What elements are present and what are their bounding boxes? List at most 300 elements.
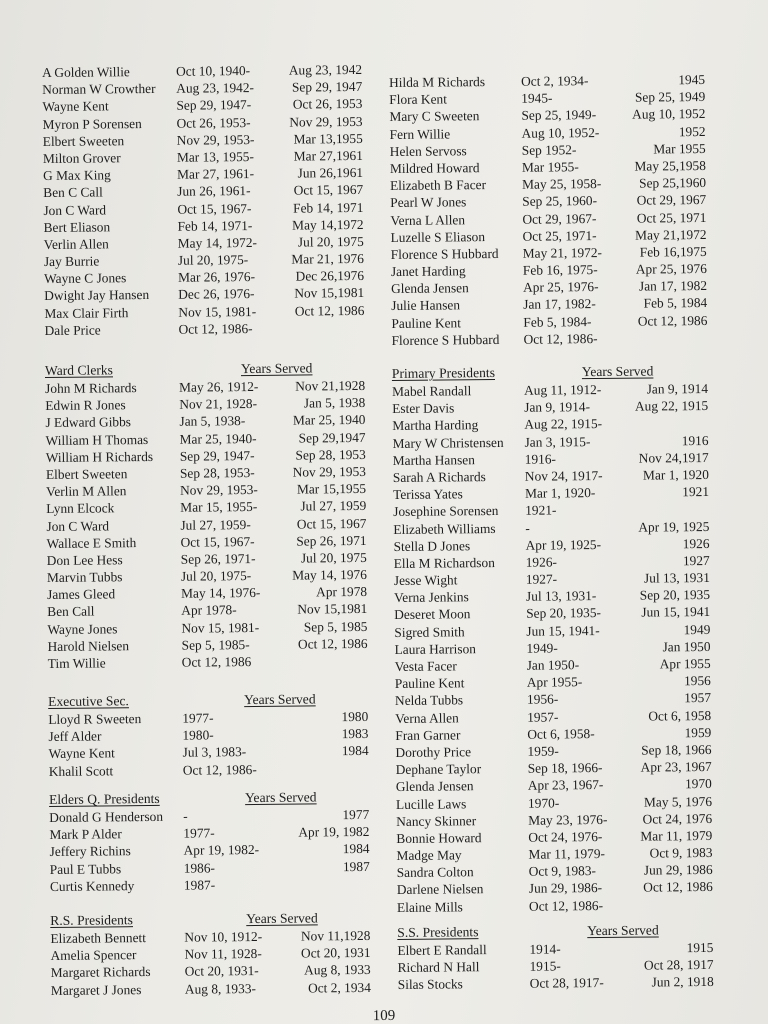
person-name: Mark P Alder [49, 826, 122, 843]
end-date [254, 319, 364, 320]
roster-row [49, 759, 389, 779]
start-date: Jun 29, 1986- [528, 880, 603, 897]
start-date: - [183, 808, 188, 824]
start-date: Apr 25, 1976- [522, 279, 599, 295]
years-served-header: Years Served [244, 691, 316, 708]
start-date: 1926- [525, 554, 558, 570]
roster-row [397, 895, 737, 915]
end-date [599, 500, 709, 501]
person-name: Wayne C Jones [43, 270, 127, 287]
end-date: Oct 25, 1971 [636, 209, 707, 226]
person-name: Wayne Kent [48, 745, 115, 762]
end-date: Sep 25, 1949 [634, 89, 706, 105]
end-date: May 14, 1976 [292, 566, 367, 583]
end-date: 1987 [342, 858, 370, 874]
person-name: Amelia Spencer [50, 947, 137, 964]
start-date: Aug 23, 1942- [176, 80, 255, 96]
person-name: Ella M Richardson [393, 554, 495, 571]
end-date: Jan 1950 [662, 638, 711, 655]
start-date: Sep 29, 1947- [176, 97, 252, 114]
person-name: Ben C Call [43, 184, 103, 201]
start-date: Jan 17, 1982- [523, 296, 596, 313]
person-name: G Max King [42, 167, 111, 184]
start-date: 1945- [521, 90, 553, 106]
end-date: Oct 15, 1967 [296, 515, 367, 532]
start-date: May 21, 1972- [522, 244, 603, 261]
person-name: Julie Hansen [391, 297, 461, 314]
end-date: Sep 20, 1935 [639, 587, 711, 603]
end-date: Oct 15, 1967 [293, 182, 364, 198]
start-date: May 26, 1912- [179, 378, 259, 395]
person-name: Terissa Yates [392, 486, 463, 503]
section-elders-q-presidents [49, 788, 390, 895]
roster-row [44, 319, 384, 339]
person-name: Fern Willie [389, 125, 451, 142]
person-name: Norman W Crowther [42, 81, 156, 98]
right-column [389, 71, 729, 993]
start-date: Oct 24, 1976- [528, 828, 603, 845]
person-name: Tim Willie [47, 655, 106, 671]
end-date: Oct 12, 1986 [643, 879, 713, 896]
person-name: Laura Harrison [394, 641, 477, 657]
person-name: William H Richards [45, 448, 154, 465]
start-date: Oct 12, 1986- [182, 761, 257, 778]
person-name: A Golden Willie [42, 64, 130, 80]
end-date: Jul 27, 1959 [300, 498, 367, 514]
end-date: 1984 [341, 743, 369, 759]
person-name: Lucille Laws [395, 795, 467, 812]
person-name: Elbert Sweeten [45, 466, 128, 482]
person-name: Fran Garner [395, 727, 461, 743]
person-name: Mary W Christensen [392, 434, 504, 451]
years-served-header: Years Served [240, 360, 313, 377]
person-name: Mabel Randall [391, 383, 472, 399]
start-date: Oct 12, 1986- [178, 320, 253, 337]
end-date: Nov 11,1928 [300, 927, 371, 944]
end-date: Oct 26, 1953 [292, 96, 363, 112]
end-date [259, 759, 369, 760]
start-date: Sep 25, 1949- [521, 107, 597, 124]
person-name: Paul E Tubbs [49, 860, 122, 877]
end-date: May 5, 1976 [643, 793, 713, 810]
start-date: Nov 24, 1917- [524, 467, 603, 484]
person-name: Ester Davis [392, 400, 455, 417]
end-date: Jun 26,1961 [297, 165, 364, 181]
end-date: Jul 13, 1931 [643, 570, 710, 586]
end-date: 1984 [342, 841, 370, 857]
person-name: Dwight Jay Hansen [44, 287, 150, 304]
years-served-header: Years Served [246, 910, 318, 927]
end-date: May 21,1972 [635, 226, 707, 243]
start-date: Nov 15, 1981- [178, 303, 257, 320]
start-date: Mar 13, 1955- [176, 148, 254, 165]
start-date: Jul 27, 1959- [180, 516, 251, 533]
section-rs-presidents [50, 909, 391, 999]
end-date: May 14,1972 [292, 216, 364, 233]
start-date: 1956- [526, 691, 559, 708]
end-date: Sep 25,1960 [639, 175, 707, 191]
end-date: Oct 20, 1931 [300, 945, 371, 961]
end-date: Oct 28, 1917 [643, 957, 714, 973]
person-name: Jeffery Richins [49, 843, 131, 860]
start-date: Jan 3, 1915- [524, 433, 591, 450]
start-date: Oct 20, 1931- [184, 963, 259, 980]
person-name: Elbert E Randall [397, 942, 487, 958]
person-name: Wallace E Smith [46, 534, 137, 551]
person-name: Wayne Kent [42, 98, 109, 115]
section-bishops [42, 61, 385, 339]
person-name: Nelda Tubbs [394, 692, 464, 709]
start-date: Oct 12, 1986- [528, 897, 604, 914]
person-name: Jeff Alder [48, 728, 102, 745]
person-name: Pearl W Jones [390, 194, 467, 211]
end-date: Nov 29, 1953 [289, 113, 363, 130]
start-date: Nov 11, 1928- [184, 946, 262, 962]
start-date: Oct 15, 1967- [177, 200, 252, 217]
start-date: Mar 15, 1955- [180, 499, 258, 516]
start-date: Nov 29, 1953- [176, 131, 255, 148]
start-date: Mar 25, 1940- [179, 430, 257, 447]
end-date: Aug 23, 1942 [288, 61, 363, 78]
end-date: Oct 9, 1983 [649, 844, 713, 861]
end-date: Mar 13,1955 [293, 130, 363, 147]
start-date: Feb 14, 1971- [177, 217, 253, 234]
person-name: Darlene Nielsen [396, 881, 484, 898]
start-date: 1987- [183, 877, 216, 893]
start-date: May 23, 1976- [528, 811, 608, 828]
start-date: Nov 15, 1981- [181, 619, 260, 636]
left-column [42, 61, 382, 998]
end-date: Apr 25, 1976 [635, 261, 707, 277]
section-ward-clerks [45, 359, 388, 672]
end-date: 1959 [684, 724, 712, 740]
person-name: Jay Burrie [43, 253, 100, 270]
person-name: Myron P Sorensen [42, 115, 142, 132]
end-date: 1926 [682, 535, 710, 551]
start-date: Oct 28, 1917- [529, 975, 604, 992]
person-name: Madge May [396, 847, 462, 864]
person-name: Verlin Allen [43, 236, 109, 252]
roster-row [391, 329, 731, 349]
end-date: Jun 2, 1918 [651, 974, 714, 990]
end-date: Oct 2, 1934 [307, 979, 371, 996]
person-name: Verna Allen [395, 709, 459, 726]
person-name: Jon C Ward [43, 201, 107, 218]
start-date: - [525, 520, 530, 536]
roster-row [51, 978, 391, 998]
person-name: Martha Hansen [392, 451, 475, 468]
start-date: 1986- [183, 859, 216, 876]
person-name: Mildred Howard [389, 160, 480, 176]
end-date: Mar 25, 1940 [292, 412, 366, 428]
person-name: Dorothy Price [395, 744, 472, 760]
end-date: Jun 15, 1941 [641, 604, 711, 621]
start-date: Nov 10, 1912- [184, 928, 263, 945]
start-date: May 25, 1958- [521, 176, 602, 192]
end-date: Oct 24, 1976 [642, 810, 713, 827]
person-name: Don Lee Hess [46, 552, 123, 568]
start-date: Oct 6, 1958- [527, 725, 595, 742]
person-name: Pauline Kent [391, 314, 462, 331]
end-date [603, 896, 713, 897]
person-name: William H Thomas [45, 431, 149, 448]
person-name: Elizabeth B Facer [389, 177, 487, 194]
end-date: Apr 19, 1982 [298, 824, 370, 840]
start-date: Mar 27, 1961- [176, 166, 255, 182]
start-date: Apr 1955- [526, 674, 583, 690]
years-served-header: Years Served [244, 789, 317, 806]
start-date: Jul 20, 1975- [180, 568, 252, 584]
start-date: May 14, 1972- [177, 234, 258, 251]
end-date: Apr 1955 [659, 655, 711, 672]
start-date: Apr 19, 1925- [525, 536, 602, 553]
person-name: Ben Call [47, 603, 95, 620]
end-date: Jan 17, 1982 [638, 278, 708, 294]
end-date: 1983 [341, 726, 369, 742]
start-date: 1957- [527, 708, 559, 725]
person-name: Harold Nielsen [47, 638, 130, 654]
start-date: Sep 29, 1947- [179, 447, 255, 464]
start-date: Dec 26, 1976- [178, 286, 255, 303]
person-name: Janet Harding [390, 263, 466, 280]
start-date: Nov 29, 1953- [180, 482, 258, 498]
end-date: 1945 [678, 71, 706, 88]
end-date: Feb 14, 1971 [293, 199, 364, 216]
person-name: Martha Harding [392, 417, 479, 434]
person-name: Wayne Jones [47, 620, 118, 637]
end-date: Mar 11, 1979 [640, 827, 713, 844]
start-date: Mar 1955- [521, 159, 579, 175]
end-date: Mar 21, 1976 [291, 250, 364, 267]
person-name: Marvin Tubbs [46, 569, 123, 586]
person-name: Margaret J Jones [50, 981, 142, 998]
person-name: Max Clair Firth [44, 304, 129, 321]
person-name: Sigred Smith [394, 623, 465, 640]
end-date [260, 875, 370, 876]
person-name: Elbert Sweeten [42, 132, 125, 149]
end-date [598, 414, 708, 415]
person-name: Elizabeth Williams [393, 520, 496, 537]
person-name: Helen Servoss [389, 143, 467, 159]
section-title: Executive Sec. [48, 693, 129, 709]
end-date: Oct 12, 1986 [297, 635, 368, 652]
years-served-header: Years Served [587, 922, 659, 939]
end-date: Apr 1978 [316, 584, 368, 600]
end-date: Mar 27,1961 [293, 147, 363, 164]
person-name: Milton Grover [42, 150, 121, 166]
person-name: Donald G Henderson [49, 808, 164, 825]
start-date: Oct 9, 1983- [528, 863, 597, 879]
section-title: Primary Presidents [391, 364, 496, 381]
start-date: 1977- [182, 710, 214, 726]
start-date: Jul 3, 1983- [182, 744, 247, 761]
end-date: Sep 29, 1947 [291, 79, 363, 95]
page-number: 109 [372, 1007, 396, 1024]
section-title: R.S. Presidents [50, 912, 134, 928]
person-name: Bert Eliason [43, 219, 111, 235]
end-date: Sep 28, 1953 [295, 446, 366, 463]
end-date: Jan 5, 1938 [303, 395, 366, 411]
start-date: Jun 26, 1961- [177, 183, 251, 200]
start-date: Oct 26, 1953- [176, 114, 251, 131]
start-date: 1949- [526, 640, 558, 656]
start-date: Apr 23, 1967- [527, 777, 604, 794]
section-primary-presidents [392, 362, 737, 916]
end-date: 1915 [686, 939, 714, 956]
person-name: Deseret Moon [394, 606, 471, 623]
end-date: Apr 19, 1925 [638, 518, 710, 535]
person-name: Luzelle S Eliason [390, 228, 486, 245]
end-date: 1921 [682, 484, 710, 500]
start-date: Sep 25, 1960- [522, 193, 598, 210]
start-date: 1977- [183, 825, 215, 841]
years-served-header: Years Served [581, 363, 654, 380]
end-date: Nov 29, 1953 [292, 463, 366, 480]
end-date: Sep 18, 1966 [641, 741, 712, 758]
start-date: Jan 1950- [526, 657, 580, 673]
start-date: Sep 20, 1935- [526, 605, 602, 622]
end-date [597, 329, 707, 330]
section-executive-sec [48, 690, 389, 780]
end-date: 1956 [683, 673, 711, 689]
end-date: Mar 15,1955 [296, 481, 367, 497]
start-date: Feb 5, 1984- [523, 313, 592, 330]
end-date: 1949 [683, 621, 711, 637]
person-name: Mary C Sweeten [389, 108, 480, 125]
end-date: Jul 20, 1975 [297, 233, 364, 250]
end-date: 1927 [682, 552, 710, 569]
end-date: Aug 22, 1915 [634, 398, 709, 414]
end-date: Mar 1955 [653, 140, 706, 157]
end-date: Oct 6, 1958 [648, 707, 712, 724]
end-date: 1952 [678, 123, 706, 139]
end-date: May 25,1958 [634, 157, 706, 174]
end-date: Feb 16,1975 [639, 243, 707, 260]
start-date: 1915- [529, 958, 561, 974]
start-date: Jul 20, 1975- [177, 252, 249, 268]
section-ss-presidents [397, 921, 738, 994]
end-date: Aug 8, 1933 [304, 962, 371, 978]
section-title: Elders Q. Presidents [48, 790, 160, 807]
end-date: 1970 [684, 776, 712, 792]
start-date: 1927- [525, 571, 558, 587]
start-date: Mar 11, 1979- [528, 846, 606, 862]
person-name: Verlin M Allen [46, 483, 127, 500]
start-date: Sep 5, 1985- [181, 636, 250, 653]
end-date: Nov 15,1981 [297, 601, 368, 618]
start-date: 1970- [527, 794, 560, 811]
start-date: Apr 1978- [181, 602, 237, 619]
person-name: Jesse Wight [393, 572, 458, 589]
person-name: Nancy Skinner [396, 812, 477, 829]
end-date: Sep 5, 1985 [303, 618, 368, 635]
person-name: Pauline Kent [394, 675, 465, 692]
person-name: Flora Kent [389, 91, 447, 108]
start-date: Aug 11, 1912- [523, 381, 602, 398]
start-date: Oct 12, 1986- [523, 330, 598, 347]
end-date: Nov 24,1917 [638, 449, 709, 466]
start-date: Oct 25, 1971- [522, 227, 597, 244]
start-date: Nov 21, 1928- [179, 396, 258, 412]
person-name: Hilda M Richards [389, 74, 486, 90]
start-date: 1980- [182, 727, 214, 743]
person-name: Florence S Hubbard [390, 245, 499, 262]
start-date: Sep 18, 1966- [527, 760, 603, 776]
section-ym-presidents [389, 71, 732, 349]
end-date: Nov 21,1928 [295, 377, 366, 394]
start-date: Aug 10, 1952- [521, 124, 600, 141]
person-name: Sandra Colton [396, 864, 474, 881]
person-name: Bonnie Howard [396, 830, 482, 846]
end-date [258, 652, 368, 653]
start-date: Mar 26, 1976- [177, 269, 256, 285]
person-name: Dale Price [44, 322, 101, 338]
start-date: 1914- [529, 941, 561, 957]
person-name: Verna L Allen [390, 211, 466, 228]
start-date: Sep 1952- [521, 141, 577, 158]
person-name: Silas Stocks [397, 976, 463, 993]
end-date: 1977 [342, 806, 370, 823]
end-date: Sep 26, 1971 [296, 532, 367, 549]
person-name: Lloyd R Sweeten [48, 711, 142, 727]
end-date: Aug 10, 1952 [632, 106, 706, 123]
person-name: Khalil Scott [48, 762, 114, 779]
person-name: John M Richards [45, 380, 137, 396]
start-date: 1921- [525, 502, 557, 519]
start-date: Sep 28, 1953- [179, 464, 255, 481]
start-date: Apr 19, 1982- [183, 842, 260, 859]
person-name: Verna Jenkins [393, 589, 469, 606]
person-name: Josephine Sorensen [393, 503, 499, 520]
roster-row [398, 973, 738, 993]
start-date: 1916- [524, 451, 557, 467]
start-date: Jan 5, 1938- [179, 413, 246, 430]
person-name: Margaret Richards [50, 964, 151, 981]
person-name: Glenda Jensen [390, 280, 469, 297]
start-date: Oct 2, 1934- [521, 73, 589, 89]
person-name: Lynn Elcock [46, 500, 115, 517]
start-date: Oct 10, 1940- [176, 63, 251, 79]
start-date: Jul 13, 1931- [525, 588, 597, 604]
roster-row [50, 874, 390, 894]
end-date: Nov 15,1981 [294, 285, 365, 302]
person-name: Glenda Jensen [395, 778, 474, 795]
end-date: Oct 12, 1986 [294, 302, 365, 319]
start-date: Aug 8, 1933- [184, 980, 256, 997]
end-date: Jun 29, 1986 [643, 862, 713, 878]
person-name: Vesta Facer [394, 658, 457, 674]
person-name: Elaine Mills [396, 898, 463, 915]
roster-row [48, 652, 388, 672]
start-date: Aug 22, 1915- [524, 416, 603, 433]
person-name: Jon C Ward [46, 517, 110, 534]
start-date: Jun 15, 1941- [526, 622, 600, 639]
end-date: Oct 29, 1967 [636, 192, 707, 208]
person-name: Elizabeth Bennett [50, 930, 147, 946]
start-date: Feb 16, 1975- [522, 262, 598, 278]
start-date: May 14, 1976- [181, 585, 261, 601]
start-date: Oct 29, 1967- [522, 210, 597, 227]
end-date: Jan 9, 1914 [646, 380, 709, 397]
end-date: Jul 20, 1975 [300, 549, 367, 566]
start-date: Mar 1, 1920- [524, 485, 596, 501]
end-date: 1916 [681, 432, 709, 448]
start-date: Oct 15, 1967- [180, 533, 255, 550]
person-name: Stella D Jones [393, 537, 471, 554]
end-date: Sep 29,1947 [298, 429, 366, 446]
start-date: 1959- [527, 743, 559, 759]
end-date: 1957 [684, 690, 712, 706]
